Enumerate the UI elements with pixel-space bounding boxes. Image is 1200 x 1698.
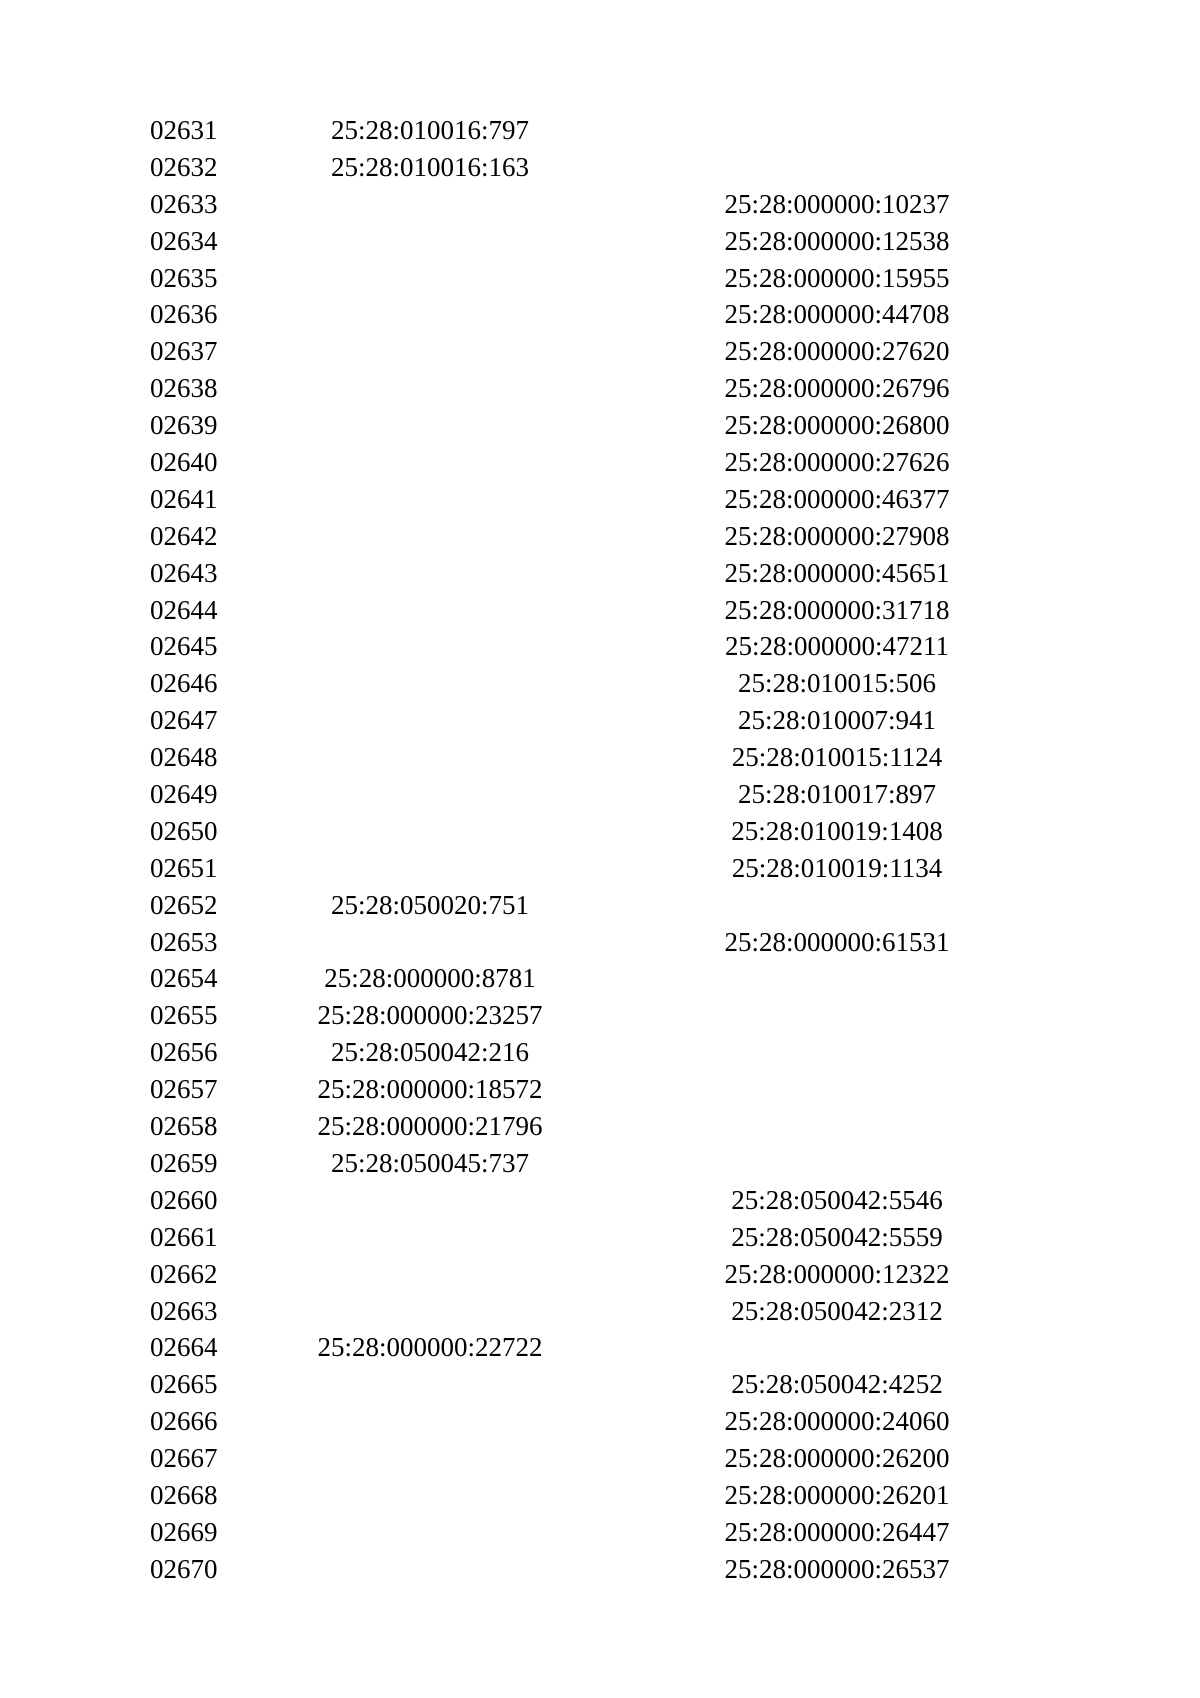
cadastral-number-right (692, 960, 982, 997)
row-number: 02640 (150, 447, 218, 478)
row-number: 02666 (150, 1406, 218, 1437)
row-number: 02631 (150, 115, 218, 145)
table-row (0, 223, 1200, 260)
row-number: 02665 (150, 1369, 218, 1400)
table-row (0, 296, 1200, 333)
cadastral-number-left: 25:28:050042:216 (330, 1037, 529, 1068)
row-number: 02668 (150, 1479, 218, 1510)
row-number: 02644 (150, 594, 218, 625)
row-number: 02648 (150, 742, 218, 773)
cadastral-number-left (290, 813, 570, 850)
cadastral-number-right: 25:28:000000:26796 (724, 373, 950, 404)
cadastral-number-left (290, 186, 570, 223)
cadastral-number-right: 25:28:000000:31718 (724, 594, 950, 625)
table-row (0, 1329, 1200, 1366)
row-number: 02658 (150, 1111, 218, 1142)
row-number: 02664 (150, 1332, 218, 1363)
cadastral-number-right: 25:28:010015:1124 (731, 742, 943, 773)
table-row (0, 776, 1200, 813)
table-row (0, 1477, 1200, 1514)
cadastral-number-right: 25:28:000000:15955 (724, 262, 950, 293)
cadastral-number-right: 25:28:050042:5546 (731, 1184, 943, 1215)
cadastral-number-left (290, 776, 570, 813)
cadastral-number-left (290, 850, 570, 887)
cadastral-number-left (290, 370, 570, 407)
row-number: 02655 (150, 1000, 218, 1031)
table-row (0, 1071, 1200, 1108)
cadastral-number-left (290, 628, 570, 665)
table-row (0, 739, 1200, 776)
table-row (0, 887, 1200, 924)
cadastral-number-left: 25:28:000000:8781 (324, 963, 536, 994)
cadastral-number-right: 25:28:000000:61531 (724, 926, 950, 957)
row-number: 02642 (150, 520, 218, 551)
cadastral-number-left: 25:28:010016:163 (330, 151, 529, 182)
cadastral-number-right: 25:28:000000:26447 (724, 1516, 950, 1547)
row-number: 02662 (150, 1258, 218, 1289)
cadastral-number-right (692, 1145, 982, 1182)
cadastral-number-left (290, 924, 570, 961)
cadastral-number-left: 25:28:000000:21796 (317, 1111, 543, 1142)
cadastral-number-left (290, 1219, 570, 1256)
row-number: 02649 (150, 779, 218, 810)
table-row (0, 481, 1200, 518)
row-number: 02667 (150, 1443, 218, 1474)
cadastral-number-right: 25:28:000000:24060 (724, 1406, 950, 1437)
row-number: 02656 (150, 1037, 218, 1068)
cadastral-number-left: 25:28:000000:18572 (317, 1074, 543, 1105)
cadastral-number-right (692, 997, 982, 1034)
cadastral-number-right: 25:28:000000:10237 (724, 188, 950, 219)
cadastral-number-left (290, 444, 570, 481)
table-row (0, 555, 1200, 592)
cadastral-number-right: 25:28:000000:45651 (724, 557, 950, 588)
cadastral-number-left (290, 1182, 570, 1219)
row-number: 02652 (150, 889, 218, 920)
cadastral-number-left (290, 481, 570, 518)
cadastral-number-right: 25:28:000000:26800 (724, 410, 950, 441)
cadastral-number-right (692, 149, 982, 186)
cadastral-number-right: 25:28:000000:12322 (724, 1258, 950, 1289)
table-row (0, 333, 1200, 370)
table-row (0, 407, 1200, 444)
cadastral-number-right: 25:28:010019:1134 (731, 852, 943, 883)
table-row (0, 997, 1200, 1034)
cadastral-number-left (290, 739, 570, 776)
row-number: 02659 (150, 1147, 218, 1178)
cadastral-number-right: 25:28:000000:27626 (724, 447, 950, 478)
cadastral-number-left (290, 1366, 570, 1403)
row-number: 02633 (150, 188, 218, 219)
cadastral-number-right: 25:28:010019:1408 (731, 815, 943, 846)
row-number: 02661 (150, 1221, 218, 1252)
table-row (0, 1551, 1200, 1588)
cadastral-number-left (290, 1514, 570, 1551)
table-row (0, 1366, 1200, 1403)
row-number: 02636 (150, 299, 218, 330)
cadastral-number-left (290, 592, 570, 629)
cadastral-number-right (692, 112, 982, 149)
table-row (0, 260, 1200, 297)
table-row (0, 850, 1200, 887)
cadastral-number-left (290, 223, 570, 260)
cadastral-number-left: 25:28:000000:23257 (317, 1000, 543, 1031)
cadastral-number-left (290, 1293, 570, 1330)
cadastral-number-left (290, 1440, 570, 1477)
row-number: 02651 (150, 852, 218, 883)
table-row (0, 665, 1200, 702)
row-number: 02645 (150, 631, 218, 662)
row-number: 02643 (150, 557, 218, 588)
row-number: 02638 (150, 373, 218, 404)
table-row (0, 813, 1200, 850)
cadastral-number-right: 25:28:000000:26201 (724, 1479, 950, 1510)
table-row (0, 1219, 1200, 1256)
table-row (0, 702, 1200, 739)
cadastral-number-right: 25:28:050042:2312 (731, 1295, 943, 1326)
table-row (0, 1256, 1200, 1293)
table-row (0, 1440, 1200, 1477)
record-table (0, 112, 1200, 1588)
table-row (0, 444, 1200, 481)
cadastral-number-left (290, 333, 570, 370)
table-row (0, 924, 1200, 961)
cadastral-number-right: 25:28:000000:46377 (724, 483, 950, 514)
table-row (0, 1145, 1200, 1182)
table-row (0, 1293, 1200, 1330)
row-number: 02669 (150, 1516, 218, 1547)
cadastral-number-right: 25:28:010017:897 (737, 779, 936, 810)
cadastral-number-right (692, 887, 982, 924)
cadastral-number-right (692, 1108, 982, 1145)
table-row (0, 1034, 1200, 1071)
cadastral-number-left: 25:28:050020:751 (330, 889, 529, 920)
cadastral-number-right: 25:28:050042:4252 (731, 1369, 943, 1400)
table-row (0, 628, 1200, 665)
row-number: 02641 (150, 483, 218, 514)
row-number: 02634 (150, 225, 218, 256)
table-row (0, 1108, 1200, 1145)
row-number: 02632 (150, 151, 218, 182)
table-row (0, 960, 1200, 997)
table-row (0, 149, 1200, 186)
cadastral-number-left (290, 702, 570, 739)
cadastral-number-left (290, 1403, 570, 1440)
row-number: 02670 (150, 1553, 218, 1584)
cadastral-number-right: 25:28:050042:5559 (731, 1221, 943, 1252)
table-row (0, 1182, 1200, 1219)
row-number: 02653 (150, 926, 218, 957)
cadastral-number-left (290, 518, 570, 555)
cadastral-number-left (290, 1551, 570, 1588)
row-number: 02646 (150, 668, 218, 699)
table-row (0, 1403, 1200, 1440)
cadastral-number-right (692, 1071, 982, 1108)
cadastral-number-right: 25:28:000000:26200 (724, 1443, 950, 1474)
table-row (0, 112, 1200, 149)
cadastral-number-left: 25:28:050045:737 (330, 1147, 529, 1178)
row-number: 02639 (150, 410, 218, 441)
cadastral-number-right: 25:28:000000:12538 (724, 225, 950, 256)
table-row (0, 592, 1200, 629)
row-number: 02637 (150, 336, 218, 367)
row-number: 02657 (150, 1074, 218, 1105)
cadastral-number-right (692, 1329, 982, 1366)
cadastral-number-left (290, 665, 570, 702)
cadastral-number-right (692, 1034, 982, 1071)
cadastral-number-left (290, 1477, 570, 1514)
row-number: 02660 (150, 1184, 218, 1215)
cadastral-number-right: 25:28:000000:27908 (724, 520, 950, 551)
row-number: 02663 (150, 1295, 218, 1326)
table-row (0, 518, 1200, 555)
cadastral-number-left (290, 1256, 570, 1293)
cadastral-number-left (290, 296, 570, 333)
table-row (0, 1514, 1200, 1551)
cadastral-number-right: 25:28:000000:27620 (724, 336, 950, 367)
table-row (0, 186, 1200, 223)
cadastral-number-right: 25:28:000000:26537 (724, 1553, 950, 1584)
cadastral-number-right: 25:28:010007:941 (737, 705, 936, 736)
row-number: 02650 (150, 815, 218, 846)
cadastral-number-right: 25:28:010015:506 (737, 668, 936, 699)
table-row (0, 370, 1200, 407)
cadastral-number-left (290, 260, 570, 297)
cadastral-number-left (290, 555, 570, 592)
cadastral-number-left: 25:28:000000:22722 (317, 1332, 543, 1363)
cadastral-number-right: 25:28:000000:47211 (724, 631, 949, 662)
row-number: 02635 (150, 262, 218, 293)
cadastral-number-left (290, 407, 570, 444)
cadastral-number-right: 25:28:000000:44708 (724, 299, 950, 330)
row-number: 02647 (150, 705, 218, 736)
cadastral-number-left: 25:28:010016:797 (330, 115, 529, 145)
row-number: 02654 (150, 963, 218, 994)
